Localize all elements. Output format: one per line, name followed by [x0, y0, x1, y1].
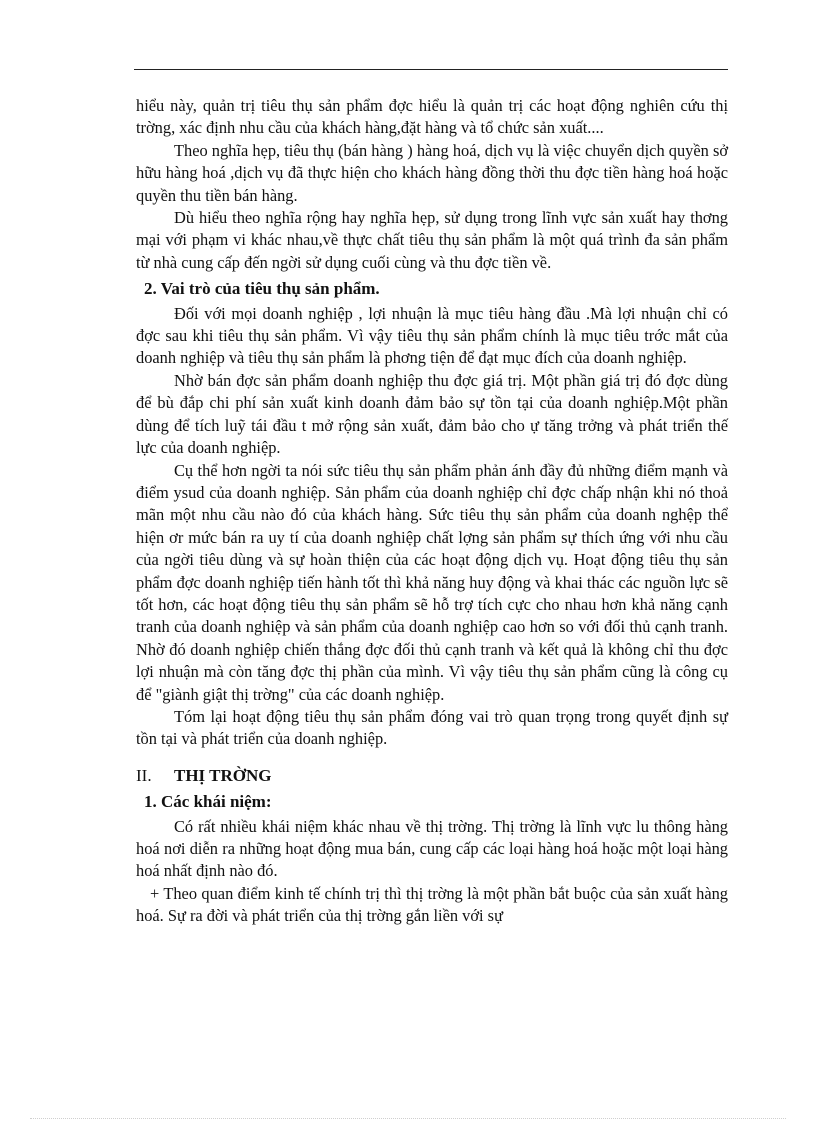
paragraph: Tóm lại hoạt động tiêu thụ sản phẩm đóng vai trò quan trọng trong quyết định sự tồn tại và phát triển của doanh nghiệp.	[136, 706, 728, 749]
paragraph: Cụ thể hơn ngời ta nói sức tiêu thụ sản phẩm phản ánh đầy đủ những điểm mạnh và điểm ysud của doanh nghiệp. Sản phẩm của doanh nghiệp chỉ đợc chấp nhận khi nó thoả mãn một nhu cầu nào đó của khách hàng. Sức tiêu thụ sản phẩm của doanh nghệp thể hiện ơr mức bán ra uy tí của doanh nghiệp chất lợng sản phẩm sự thích ứng với nhu cầu của ngời tiêu dùng và sự hoàn thiện của các hoạt động dịch vụ. Hoạt động tiêu thụ sản phẩm đợc doanh nghiệp tiến hành tốt thì khả năng huy động và khai thác các nguồn lực sẽ tốt hơn, các hoạt động tiêu thụ sản phẩm sẽ hỗ trợ tích cực cho nhau hơn khả năng cạnh tranh của doanh nghiệp và sản phẩm của doanh nghiệp cao hơn so với đối thủ cạnh tranh. Nhờ đó doanh nghiệp chiến thắng đợc đối thủ cạnh tranh và kết quả là không chỉ thu đợc lợi nhuận mà còn tăng đợc thị phần của mình. Vì vậy tiêu thụ sản phẩm cũng là công cụ để "giành giật thị trờng" của các doanh nghiệp.	[136, 460, 728, 704]
chapter-title: THỊ TRỜNG	[174, 765, 272, 785]
paragraph: Đối với mọi doanh nghiệp , lợi nhuận là mục tiêu hàng đầu .Mà lợi nhuận chỉ có đợc sau khi tiêu thụ sản phẩm. Vì vậy tiêu thụ sản phẩm chính là mục tiêu trớc mắt của doanh nghiệp và tiêu thụ sản phẩm là phơng tiện để đạt mục đích của doanh nghiệp.	[136, 303, 728, 368]
header-rule	[134, 69, 728, 70]
paragraph: + Theo quan điểm kinh tế chính trị thì thị trờng là một phần bắt buộc của sản xuất hàng hoá. Sự ra đời và phát triển của thị trờng gắn liền với sự	[136, 883, 728, 926]
chapter-heading	[136, 765, 728, 787]
section-heading-concepts: 1. Các khái niệm:	[144, 792, 272, 812]
chapter-number: II.	[136, 765, 152, 785]
paragraph: Nhờ bán đợc sản phẩm doanh nghiệp thu đợc giá trị. Một phần giá trị đó đợc dùng để bù đắp chi phí sản xuất kinh doanh đảm bảo sự tồn tại của doanh nghiệp.Một phần dùng để tích luỹ tái đầu t mở rộng sản xuất, đảm bảo cho ự tăng trởng và phát triển thế lực của doanh nghiệp.	[136, 370, 728, 458]
paragraph: hiểu này, quản trị tiêu thụ sản phẩm đợc hiểu là quản trị các hoạt động nghiên cứu thị trờng, xác định nhu cầu của khách hàng,đặt hàng và tổ chức sản xuất....	[136, 96, 728, 138]
footer-divider	[30, 1118, 786, 1119]
paragraph: Theo nghĩa hẹp, tiêu thụ (bán hàng ) hàng hoá, dịch vụ là việc chuyển dịch quyền sở hữu hàng hoá ,dịch vụ đã thực hiện cho khách hàng đồng thời thu đợc tiền hàng hoá hoặc quyền thu tiền bán hàng.	[136, 140, 728, 205]
section-heading-role: 2. Vai trò của tiêu thụ sản phẩm.	[144, 279, 380, 299]
document-body	[136, 95, 728, 928]
paragraph: Có rất nhiều khái niệm khác nhau về thị trờng. Thị trờng là lĩnh vực lu thông hàng hoá nơi diễn ra những hoạt động mua bán, cung cấp các loại hàng hoá hoặc một loại hàng hoá nhất định nào đó.	[136, 816, 728, 881]
paragraph: Dù hiểu theo nghĩa rộng hay nghĩa hẹp, sử dụng trong lĩnh vực sản xuất hay thơng mại với phạm vi khác nhau,về thực chất tiêu thụ sản phẩm là một quá trình đa sản phẩm từ nhà cung cấp đến ngời sử dụng cuối cùng và thu đợc tiền về.	[136, 208, 728, 272]
